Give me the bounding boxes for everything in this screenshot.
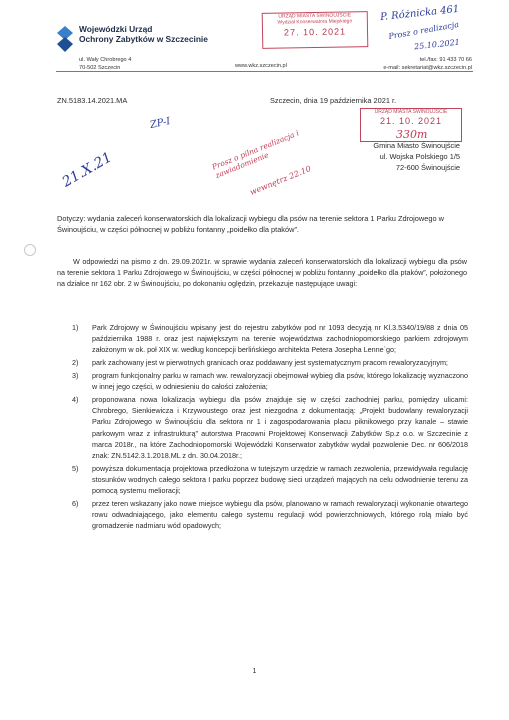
stamp-top-header: URZĄD MIASTA ŚWINOUJŚCIE — [278, 12, 352, 20]
recipient-address — [300, 140, 460, 173]
issuer-address — [79, 57, 131, 72]
list-item — [72, 394, 468, 461]
office-logo-icon — [57, 26, 73, 52]
issuer-email-link[interactable]: e-mail: sekretariat@wkz.szczecin.pl — [383, 64, 472, 71]
list-item-number: 4) — [72, 395, 79, 404]
stamp-second-header: URZĄD MIASTA ŚWINOUJŚCIE — [374, 109, 448, 115]
issuer-name — [79, 25, 208, 44]
list-item — [72, 498, 468, 532]
handwriting-top-right-1: P. Różnicka 461 — [379, 3, 460, 24]
list-item-number: 6) — [72, 499, 79, 509]
handwriting-top-right-3: 25.10.2021 — [413, 37, 461, 52]
list-item-text: proponowana nowa lokalizacja wybiegu dla psów znajduje się w części zachodniej parku, pomiędzy ulicami: Chrobrego, Sienkiewicza i Krzywoustego oraz jest niezgodna z dokumentacją: „Projekt budowlany rewaloryzacji Parku Zdrojowego w Świnoujściu dla sektora nr 1 i zagospodarowania placu piknikowego przy kanale – stawie parkowym wraz z infrastrukturą” autorstwa Pracowni Projektowej Konserwacji Zabytków Sp.z o.o. w Szczecinie z marca 2018r., na które Zachodniopomorski Wojewódzki Konserwator zabytków wydał pozwolenie Dec. nr 606/2018 znak: ZN.5142.3.1.2018.ML z dn. 30.04.2018r.; — [92, 395, 468, 461]
letterhead-divider — [56, 71, 473, 72]
handwriting-center-2: wewnętrz 22.10 — [248, 164, 313, 197]
remarks-list — [72, 322, 468, 533]
stamp-second-date: 21. 10. 2021 — [379, 116, 443, 127]
list-item-number: 3) — [72, 371, 79, 380]
issuer-name-line2: Ochrony Zabytków w Szczecinie — [79, 33, 208, 44]
recipient-city: 72-600 Świnoujście — [395, 163, 460, 172]
handwriting-left-1: ZP-I — [149, 115, 172, 132]
handwriting-left-2: 21.X.21 — [59, 149, 115, 191]
list-item-text: program funkcjonalny parku w ramach ww. rewaloryzacji obejmował wybieg dla psów, którego lokalizację wyznaczono w innej jego części, w odniesieniu do całości założenia; — [92, 371, 468, 392]
page-number: 1 — [252, 668, 257, 675]
stamp-top-date: 27. 10. 2021 — [283, 26, 347, 38]
list-item-text: Park Zdrojowy w Świnoujściu wpisany jest do rejestru zabytków pod nr 1093 decyzją nr Kl.3.5340/19/88 z dnia 05 października 1988 r. oraz jest największym na terenie województwa zachodniopomorskiego parkiem zdrojowym założonym w ok. poł XIX w. według koncepcji berlińskiego architekta Petera Josepha Lenne`go; — [92, 323, 468, 355]
handwriting-center-1: Prosz o pilna realizacja i zawiadomienie — [210, 128, 301, 180]
issuer-name-line1: Wojewódzki Urząd — [79, 24, 153, 34]
list-item-text: park zachowany jest w pierwotnych granicach oraz poddawany jest systematycznym pracom rewaloryzacyjnym; — [92, 358, 448, 368]
list-item-number: 2) — [72, 358, 79, 368]
list-item-number: 1) — [72, 323, 79, 332]
list-item-text: przez teren wskazany jako nowe miejsce wybiegu dla psów, planowano w ramach rewaloryzacji wykonanie otwartego rowu odwadniającego, jako elementu całego systemu regulacji wód powierzchniowych, którego rolą miało być gromadzenie nadmiaru wód opadowych; — [92, 499, 468, 531]
list-item-number: 5) — [72, 463, 79, 473]
place-and-date: Szczecin, dnia 19 października 2021 r. — [270, 96, 397, 105]
stamp-top-sub: Wydział Konserwatora Miejskiego — [277, 18, 353, 27]
receipt-stamp-top — [262, 11, 369, 49]
list-item — [72, 322, 468, 356]
handwriting-top-right-2: Prosz o realizacja — [387, 19, 460, 42]
list-item — [72, 463, 468, 497]
letter-subject: Dotyczy: wydania zaleceń konserwatorskich dla lokalizacji wybiegu dla psów na terenie sektora 1 Parku Zdrojowego w Świnoujściu, w części północnej w pobliżu fontanny „poidełko dla ptaków”. — [57, 214, 444, 234]
letter-intro-paragraph: W odpowiedzi na pismo z dn. 29.09.2021r. w sprawie wydania zaleceń konserwatorskich dla lokalizacji wybiegu dla psów na terenie sektora 1 Parku Zdrojowego w Świnoujściu, w części północnej w pobliżu fontanny „poidełko dla ptaków”, położonego na działce nr 162 obr. 2 w Świnoujściu, po dokonaniu oględzin, przekazuje następujące uwagi: — [57, 257, 467, 289]
list-item — [72, 370, 468, 392]
hole-punch-mark — [24, 244, 36, 256]
issuer-phone: tel./fax: 91 433 70 66 — [419, 57, 472, 63]
list-item — [72, 357, 468, 368]
issuer-website-link[interactable]: www.wkz.szczecin.pl — [235, 63, 287, 69]
handwriting-stamp-note: 330m — [396, 128, 428, 141]
issuer-contact — [360, 57, 472, 72]
case-reference: ZN.5183.14.2021.MA — [57, 96, 128, 105]
list-item-text: powyższa dokumentacja projektowa przedłożona w tutejszym urzędzie w ramach zezwolenia, przewidywała regulację stosunków wodnych całego sektora I parku poprzez budowę sieci urządzeń mających na celu odwodnienie terenu za pomocą systemu melioracji; — [92, 463, 468, 496]
recipient-name: Gmina Miasto Świnoujście — [373, 141, 460, 150]
recipient-street: ul. Wojska Polskiego 1/5 — [379, 152, 460, 161]
issuer-street: ul. Wały Chrobrego 4 — [79, 57, 132, 63]
issuer-postcode: 70-502 Szczecin — [79, 64, 121, 71]
